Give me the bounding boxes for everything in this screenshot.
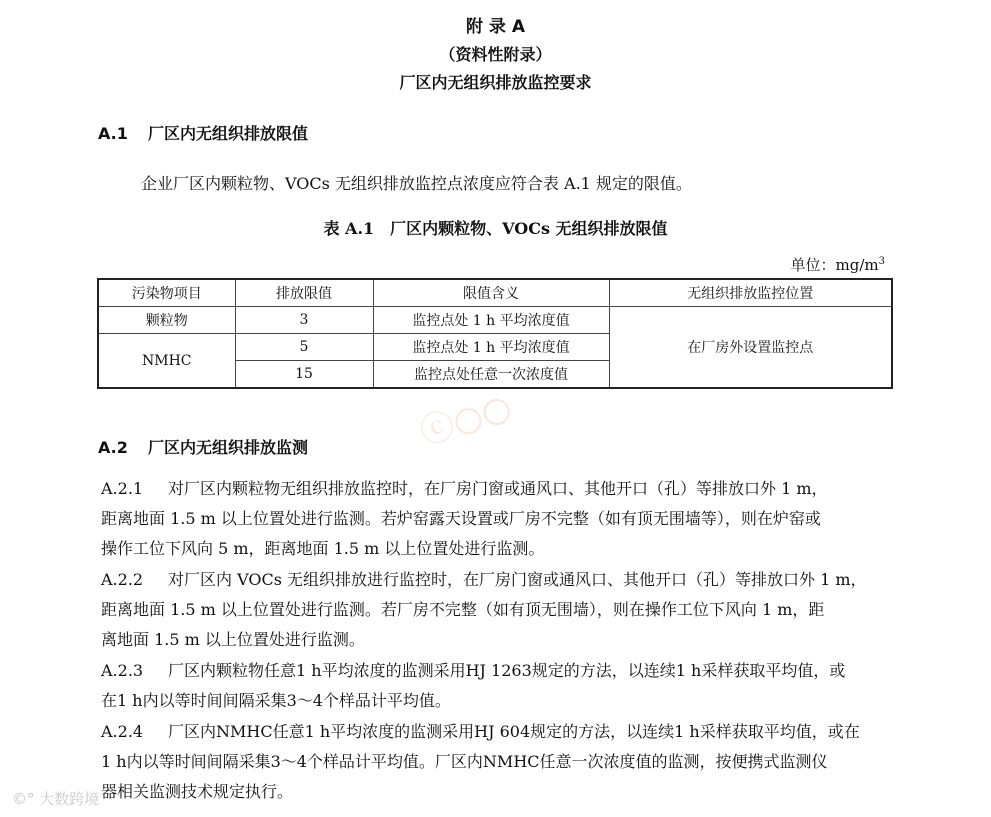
clause-a2-4-line: 器相关监测技术规定执行。 — [101, 782, 294, 801]
clause-a2-3-number: A.2.3 — [101, 661, 144, 680]
clause-a2-2-number: A.2.2 — [101, 570, 144, 589]
table-unit — [791, 254, 885, 275]
cell-location: 在厂房外设置监控点 — [609, 307, 892, 389]
header-limit: 排放限值 — [235, 279, 373, 307]
table-header-row — [98, 279, 892, 307]
clause-a2-3-line: 厂区内颗粒物任意1 h平均浓度的监测采用HJ 1263规定的方法，以连续1 h采样获取平均值，或 — [168, 661, 846, 680]
clause-a2-4-line: 厂区内NMHC任意1 h平均浓度的监测采用HJ 604规定的方法，以连续1 h采样获取平均值，或在 — [168, 722, 860, 741]
clause-a2-3-line: 在1 h内以等时间间隔采集3～4个样品计平均值。 — [101, 691, 451, 710]
clause-a2-4-number: A.2.4 — [101, 722, 144, 741]
watermark-logo-icon: ©° — [12, 790, 35, 808]
clause-a2-1-line: 距离地面 1.5 m 以上位置处进行监测。若炉窑露天设置或厂房不完整（如有顶无围墙等），则在炉窑或 — [101, 509, 821, 528]
appendix-title: 附 录 A — [466, 17, 525, 37]
table-caption: 表 A.1 厂区内颗粒物、VOCs 无组织排放限值 — [323, 219, 668, 238]
clause-a2-1-line: 对厂区内颗粒物无组织排放监控时，在厂房门窗或通风口、其他开口（孔）等排放口外 1 m， — [168, 479, 828, 498]
section-a2-heading — [98, 435, 308, 458]
cell-pollutant: 颗粒物 — [98, 307, 235, 334]
header-meaning: 限值含义 — [373, 279, 609, 307]
watermark — [12, 788, 99, 809]
table-row — [98, 307, 892, 334]
cell-limit: 5 — [235, 334, 373, 361]
section-a1-number: A.1 — [98, 124, 128, 143]
clause-a2-1-line: 操作工位下风向 5 m，距离地面 1.5 m 以上位置处进行监测。 — [101, 539, 545, 558]
cell-limit: 15 — [235, 361, 373, 389]
cell-meaning: 监控点处 1 h 平均浓度值 — [373, 307, 609, 334]
appendix-subtitle: （资料性附录） — [439, 45, 552, 64]
header-pollutant: 污染物项目 — [98, 279, 235, 307]
header-location: 无组织排放监控位置 — [609, 279, 892, 307]
table-unit-superscript: 3 — [878, 256, 885, 267]
clause-a2-1-number: A.2.1 — [101, 479, 144, 498]
cell-meaning: 监控点处 1 h 平均浓度值 — [373, 334, 609, 361]
clause-a2-2-line: 距离地面 1.5 m 以上位置处进行监测。若厂房不完整（如有顶无围墙），则在操作工位下风向 1 m，距 — [101, 600, 825, 619]
clause-a2-2-line: 离地面 1.5 m 以上位置处进行监测。 — [101, 630, 365, 649]
clause-a2-2-line: 对厂区内 VOCs 无组织排放进行监控时，在厂房门窗或通风口、其他开口（孔）等排放口外 1 m， — [168, 570, 867, 589]
cell-limit: 3 — [235, 307, 373, 334]
limits-table — [97, 278, 893, 389]
appendix-heading: 厂区内无组织排放监控要求 — [399, 73, 592, 92]
section-a1-title: 厂区内无组织排放限值 — [148, 124, 309, 143]
section-a2-number: A.2 — [98, 438, 128, 457]
table-unit-label: 单位：mg/m — [790, 256, 879, 274]
cell-pollutant: NMHC — [98, 334, 235, 389]
watermark-text: 大数跨境 — [39, 790, 100, 808]
section-a1-intro: 企业厂区内颗粒物、VOCs 无组织排放监控点浓度应符合表 A.1 规定的限值。 — [141, 174, 692, 193]
section-a1-heading — [98, 121, 308, 144]
clause-a2-4-line: 1 h内以等时间间隔采集3～4个样品计平均值。厂区内NMHC任意一次浓度值的监测，按便携式监测仪 — [101, 752, 828, 771]
background-watermark-logo: ⓒ○○ — [415, 386, 517, 454]
cell-meaning: 监控点处任意一次浓度值 — [373, 361, 609, 389]
section-a2-title: 厂区内无组织排放监测 — [148, 438, 309, 457]
